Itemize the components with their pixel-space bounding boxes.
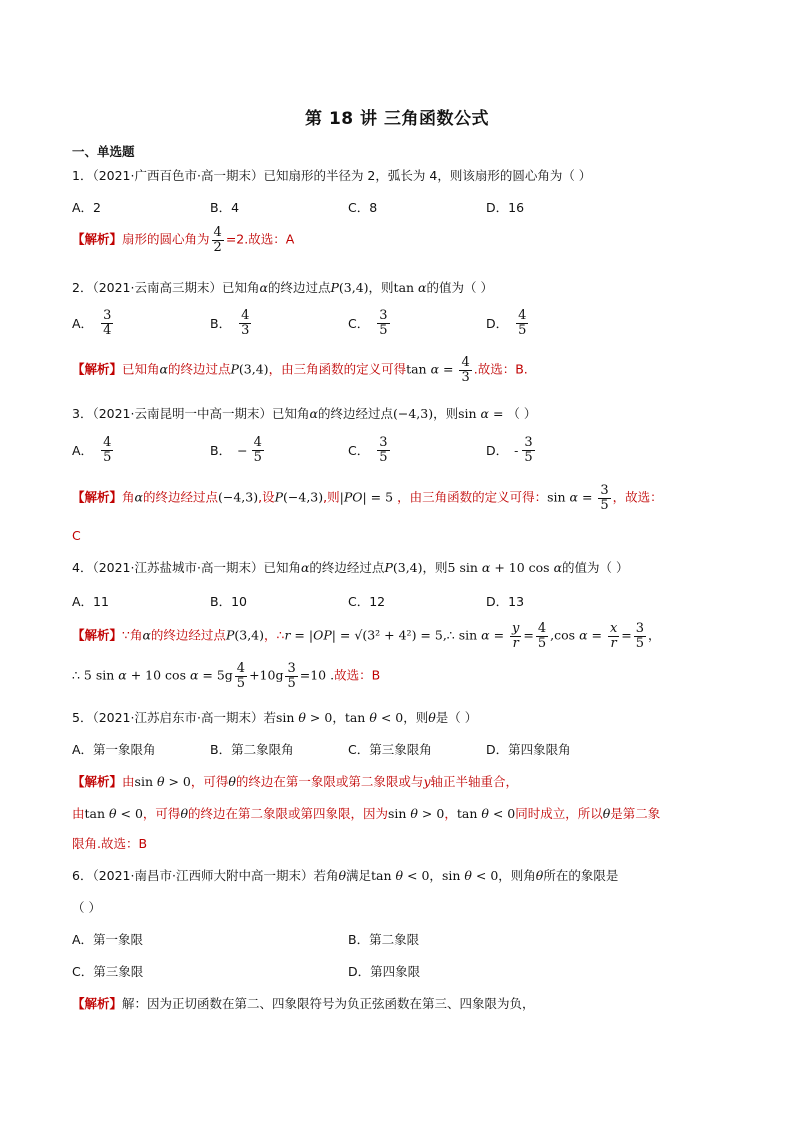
solution-tag: 【解析】 <box>72 489 123 505</box>
solution-text: ,则 <box>323 489 340 505</box>
solution-text: ,设 <box>258 489 275 505</box>
solution-text: ， <box>444 806 457 821</box>
numerator: 4 <box>253 435 262 450</box>
stem-text: ，则 <box>403 710 429 725</box>
denominator: 5 <box>537 635 547 651</box>
math-expr: tan θ < 0 <box>344 710 404 725</box>
solution-tag: 【解析】 <box>72 361 123 377</box>
denominator: 5 <box>635 635 645 651</box>
denominator: 5 <box>236 675 246 691</box>
question-6-solution <box>72 994 535 1012</box>
option-label: B． <box>210 316 232 332</box>
stem-text: （ ） <box>507 406 537 421</box>
option-a <box>72 436 115 464</box>
denominator: r <box>512 635 519 651</box>
option-c: C．12 <box>348 594 386 609</box>
math-expr: |PO| = 5 <box>339 489 398 505</box>
stem-text: 的值为（ ） <box>562 560 629 575</box>
question-6-bracket: （ ） <box>72 900 101 915</box>
option-label: C． <box>348 316 370 332</box>
solution-text: 的终边经过点 <box>142 489 218 505</box>
stem-text: 的终边经过点 <box>309 560 385 575</box>
solution-text: ，由三角函数的定义可得： <box>397 489 548 505</box>
denominator: 3 <box>461 369 470 385</box>
math-expr: r = |OP| = √(3² + 4²) = 5,∴ sin α = <box>284 627 509 643</box>
stem-text: 的终边过点 <box>267 280 331 295</box>
stem-text: ，则 <box>422 560 448 575</box>
question-5-stem <box>72 708 477 726</box>
math-expr: tan α = <box>406 361 458 377</box>
fraction <box>101 436 113 464</box>
option-b <box>210 309 253 337</box>
option-label: B． <box>210 443 232 459</box>
option-d: D．13 <box>486 594 525 609</box>
denominator: 3 <box>241 322 250 338</box>
option-a: A．第一象限 <box>72 932 144 947</box>
option-b: B．第二象限 <box>348 932 420 947</box>
question-3-solution-cont: C <box>72 528 81 543</box>
solution-text: =2.故选：A <box>225 231 295 247</box>
math-alpha: α <box>142 627 151 643</box>
numerator: 3 <box>600 483 609 498</box>
denominator: r <box>610 635 617 651</box>
denominator: 4 <box>103 322 112 338</box>
solution-text: 由 <box>122 774 135 789</box>
numerator: 3 <box>287 661 296 676</box>
question-6-stem <box>72 866 618 884</box>
solution-text: ，可得 <box>190 774 229 789</box>
math-expr: 5 sin α + 10 cos α <box>447 560 563 575</box>
option-d <box>486 309 530 337</box>
option-b: B．4 <box>210 200 240 215</box>
denominator: 5 <box>379 449 388 465</box>
numerator: 3 <box>103 308 112 323</box>
option-label: D． <box>486 316 509 332</box>
solution-tag: 【解析】 <box>72 231 123 247</box>
math-alpha: α <box>259 280 268 295</box>
numerator: 3 <box>379 308 388 323</box>
option-label: A． <box>72 316 94 332</box>
solution-text: 扇形的圆心角为 <box>122 231 210 247</box>
math-expr: sin θ > 0 <box>275 710 333 725</box>
math-coords: (3,4) <box>338 280 369 295</box>
math-point: P <box>230 361 239 377</box>
solution-text: ，故选： <box>612 489 663 505</box>
option-a <box>72 309 115 337</box>
math-theta: θ <box>535 868 544 883</box>
question-4-solution <box>72 622 661 650</box>
stem-text: 6．（2021·南昌市·江西师大附中高一期末）若角 <box>72 868 339 883</box>
question-2-options <box>72 309 732 339</box>
denominator: 5 <box>600 497 609 513</box>
solution-text: 的终边在第二象限或第四象限，因为 <box>187 806 388 821</box>
option-c <box>348 309 392 337</box>
solution-text: ，由三角函数的定义可得 <box>268 361 407 377</box>
option-b <box>210 436 266 464</box>
math-alpha: α <box>418 280 427 295</box>
question-1-stem: 1．（2021·广西百色市·高一期末）已知扇形的半径为 2，弧长为 4，则该扇形的圆心角为（ ） <box>72 168 592 183</box>
fraction <box>235 662 247 690</box>
denominator: 5 <box>253 449 262 465</box>
numerator: 3 <box>524 435 533 450</box>
question-4-solution-cont <box>72 662 380 690</box>
solution-tag: 【解析】 <box>72 774 123 789</box>
option-a: A．2 <box>72 200 102 215</box>
option-d: D．第四象限角 <box>486 742 571 757</box>
solution-text: 轴正半轴重合， <box>430 774 519 789</box>
math-expr: =10 . <box>299 667 335 683</box>
option-label: A． <box>72 443 94 459</box>
option-c <box>348 436 392 464</box>
denominator: 2 <box>213 239 222 255</box>
option-d: D．16 <box>486 200 525 215</box>
solution-text: ∵角 <box>122 627 143 643</box>
fraction <box>239 309 251 337</box>
math-alpha: α <box>134 489 143 505</box>
solution-text: 的终边经过点 <box>150 627 226 643</box>
math-y: y <box>423 774 431 789</box>
question-3-stem <box>72 404 536 422</box>
numerator: 4 <box>518 308 527 323</box>
solution-text: 由 <box>72 806 85 821</box>
numerator: 4 <box>537 621 547 636</box>
stem-text: 4．（2021·江苏盐城市·高一期末）已知角 <box>72 560 301 575</box>
math-coords: (3,4) <box>238 361 269 377</box>
fraction <box>285 662 297 690</box>
solution-text: 的终边过点 <box>167 361 231 377</box>
option-c: C．8 <box>348 200 378 215</box>
fraction <box>608 622 619 650</box>
stem-text: 所在的象限是 <box>543 868 619 883</box>
option-a: A．11 <box>72 594 109 609</box>
math-expr: sin α = <box>547 489 597 505</box>
math-point: P(3,4) <box>225 627 264 643</box>
stem-text: ，则 <box>433 406 459 421</box>
fraction <box>634 622 646 650</box>
math-expr: tan θ < 0 <box>456 806 516 821</box>
option-c: C．第三象限角 <box>348 742 432 757</box>
stem-text: ，则角 <box>498 868 536 883</box>
math-theta: θ <box>428 710 436 725</box>
denominator: 5 <box>103 449 112 465</box>
option-d <box>486 436 537 464</box>
numerator: 4 <box>241 308 250 323</box>
question-5-solution-line2 <box>72 804 660 822</box>
question-4-stem <box>72 558 629 576</box>
solution-text: 角 <box>122 489 135 505</box>
question-1-solution <box>72 226 294 254</box>
stem-text: 的值为（ ） <box>426 280 493 295</box>
solution-tag: 【解析】 <box>72 996 123 1011</box>
solution-text: 的终边在第一象限或第二象限或与 <box>235 774 424 789</box>
equals-sign: = <box>621 627 632 643</box>
question-5-options <box>72 740 732 770</box>
denominator: 5 <box>287 675 296 691</box>
numerator: 4 <box>213 225 222 240</box>
section-heading: 一、单选题 <box>72 144 135 159</box>
numerator: y <box>512 621 520 636</box>
question-1-options <box>72 198 732 228</box>
option-b: B．第二象限角 <box>210 742 294 757</box>
fraction <box>459 356 471 384</box>
stem-text: 的终边经过点 <box>317 406 393 421</box>
math-theta: θ <box>338 868 346 883</box>
minus-sign: − <box>237 442 248 458</box>
denominator: 5 <box>518 322 527 338</box>
math-theta: θ <box>180 806 188 821</box>
fraction <box>522 436 534 464</box>
solution-text: 故选：B <box>334 667 381 683</box>
stem-text: 3．（2021·云南昆明一中高一期末）已知角 <box>72 406 310 421</box>
fraction <box>377 436 389 464</box>
fraction <box>101 309 113 337</box>
solution-text: 解：因为正切函数在第二、四象限符号为负正弦函数在第三、四象限为负， <box>122 996 535 1011</box>
stem-text: 2．（2021·云南高三期末）已知角 <box>72 280 260 295</box>
comma: ， <box>648 627 661 643</box>
solution-text: 同时成立，所以 <box>515 806 603 821</box>
stem-text: 5．（2021·江苏启东市·高一期末）若 <box>72 710 276 725</box>
math-expr: tan θ < 0 <box>371 868 430 883</box>
option-c: C．第三象限 <box>72 964 144 979</box>
option-label: D． <box>486 443 509 459</box>
math-point: P(3,4) <box>384 560 423 575</box>
question-5-solution-line3: 限角.故选：B <box>72 836 148 851</box>
math-expr: sin θ > 0 <box>134 774 191 789</box>
question-2-solution <box>72 356 528 384</box>
question-3-options <box>72 436 732 466</box>
math-expr: ,cos α = <box>550 627 606 643</box>
option-b: B．10 <box>210 594 247 609</box>
math-theta: θ <box>602 806 611 821</box>
denominator: 5 <box>379 322 388 338</box>
stem-text: ，则 <box>368 280 394 295</box>
math-coords: (−4,3) <box>218 489 259 505</box>
numerator: 3 <box>635 621 645 636</box>
question-3-solution <box>72 484 663 512</box>
math-alpha: α <box>300 560 310 575</box>
question-4-options <box>72 592 732 622</box>
fraction <box>212 226 224 254</box>
stem-text: ， <box>429 868 442 883</box>
fraction <box>536 622 548 650</box>
numerator: 4 <box>236 661 246 676</box>
math-expr: ∴ 5 sin α + 10 cos α = 5g <box>72 667 233 683</box>
numerator: x <box>609 621 618 636</box>
math-expr: tan θ < 0 <box>84 806 143 821</box>
math-point: P <box>330 280 339 295</box>
fraction <box>377 309 389 337</box>
solution-text: 是第二象 <box>610 806 661 821</box>
fraction <box>598 484 610 512</box>
fraction <box>252 436 264 464</box>
math-sin: sin α = <box>458 406 508 421</box>
question-6-options-row1 <box>72 930 732 960</box>
stem-text: ， <box>332 710 345 725</box>
minus-sign: - <box>514 442 519 458</box>
math-point: P(−4,3) <box>274 489 324 505</box>
math-expr: sin θ < 0 <box>441 868 499 883</box>
equals-sign: = <box>523 627 534 643</box>
solution-text: 已知角 <box>122 361 160 377</box>
math-tan: tan <box>393 280 419 295</box>
option-label: C． <box>348 443 370 459</box>
stem-text: 是（ ） <box>435 710 478 725</box>
numerator: 3 <box>379 435 388 450</box>
solution-text: ，可得 <box>142 806 181 821</box>
numerator: 4 <box>103 435 112 450</box>
math-alpha: α <box>309 406 318 421</box>
fraction <box>510 622 521 650</box>
question-2-stem <box>72 278 493 296</box>
solution-text: ，∴ <box>264 627 285 643</box>
option-d: D．第四象限 <box>348 964 421 979</box>
math-expr: +10g <box>249 667 284 683</box>
question-6-options-row2 <box>72 962 732 992</box>
solution-tag: 【解析】 <box>72 627 123 643</box>
fraction <box>516 309 528 337</box>
page-title: 第 18 讲 三角函数公式 <box>305 109 489 129</box>
math-expr: sin θ > 0 <box>387 806 445 821</box>
math-alpha: α <box>159 361 168 377</box>
question-5-solution <box>72 772 518 790</box>
math-theta: θ <box>228 774 236 789</box>
math-coords: (−4,3) <box>392 406 434 421</box>
numerator: 4 <box>461 355 470 370</box>
stem-text: 满足 <box>346 868 372 883</box>
option-a: A．第一象限角 <box>72 742 156 757</box>
solution-text: .故选：B. <box>473 361 528 377</box>
denominator: 5 <box>524 449 533 465</box>
